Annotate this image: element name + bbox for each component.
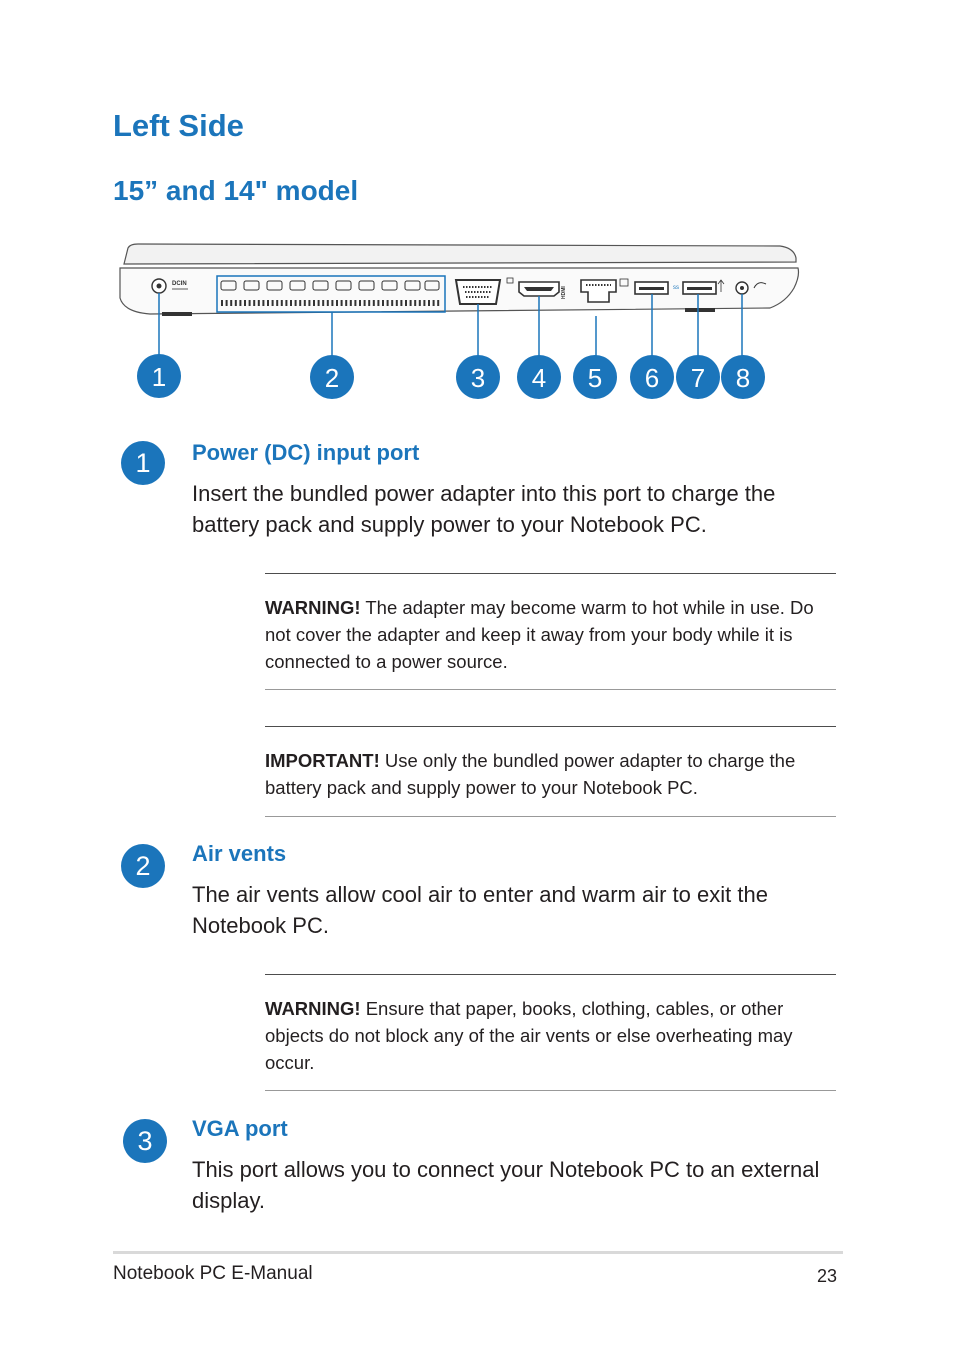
section-1-body: Insert the bundled power adapter into this port to charge the battery pack and supply power to your Notebook PC. bbox=[192, 481, 776, 537]
section-subtitle: 15” and 14" model bbox=[113, 175, 359, 206]
callout-4: 4 bbox=[531, 363, 547, 393]
warning-note-vents bbox=[265, 974, 836, 1091]
section-1-badge: 1 bbox=[121, 441, 165, 485]
footer-manual-title: Notebook PC E-Manual bbox=[113, 1263, 313, 1284]
note-label: WARNING! bbox=[265, 597, 361, 618]
section-1-title: Power (DC) input port bbox=[192, 440, 420, 465]
callout-2: 2 bbox=[324, 363, 340, 393]
section-3-body: This port allows you to connect your Notebook PC to an external display. bbox=[192, 1157, 820, 1213]
callout-3: 3 bbox=[470, 363, 486, 393]
page-title: Left Side bbox=[113, 108, 244, 143]
callout-8: 8 bbox=[735, 363, 751, 393]
callout-6: 6 bbox=[644, 363, 660, 393]
important-note-power bbox=[265, 726, 836, 817]
section-3-badge: 3 bbox=[123, 1119, 167, 1163]
note-text: Use only the bundled power adapter to charge the battery pack and supply power to your Notebook PC. bbox=[265, 750, 796, 798]
section-2-body: The air vents allow cool air to enter and warm air to exit the Notebook PC. bbox=[192, 882, 768, 938]
footer-rule bbox=[113, 1251, 843, 1254]
note-label: IMPORTANT! bbox=[265, 750, 380, 771]
note-text: Ensure that paper, books, clothing, cables, or other objects do not block any of the air vents or else overheating may occur. bbox=[265, 998, 793, 1073]
callout-7: 7 bbox=[690, 363, 706, 393]
laptop-left-side-illustration bbox=[110, 236, 810, 406]
callout-1: 1 bbox=[151, 362, 167, 392]
callout-5: 5 bbox=[587, 363, 603, 393]
page-number: 23 bbox=[817, 1266, 838, 1286]
section-2-badge: 2 bbox=[121, 844, 165, 888]
section-3-title: VGA port bbox=[192, 1116, 288, 1141]
note-label: WARNING! bbox=[265, 998, 361, 1019]
warning-note-power bbox=[265, 573, 836, 690]
hdmi-label: HDMI bbox=[561, 286, 567, 299]
svg-text:ss: ss bbox=[673, 285, 679, 291]
section-2-title: Air vents bbox=[192, 841, 287, 866]
dcin-label: DCIN bbox=[172, 281, 187, 287]
note-text: The adapter may become warm to hot while in use. Do not cover the adapter and keep it away from your body while it is connected to a power source. bbox=[265, 597, 814, 672]
